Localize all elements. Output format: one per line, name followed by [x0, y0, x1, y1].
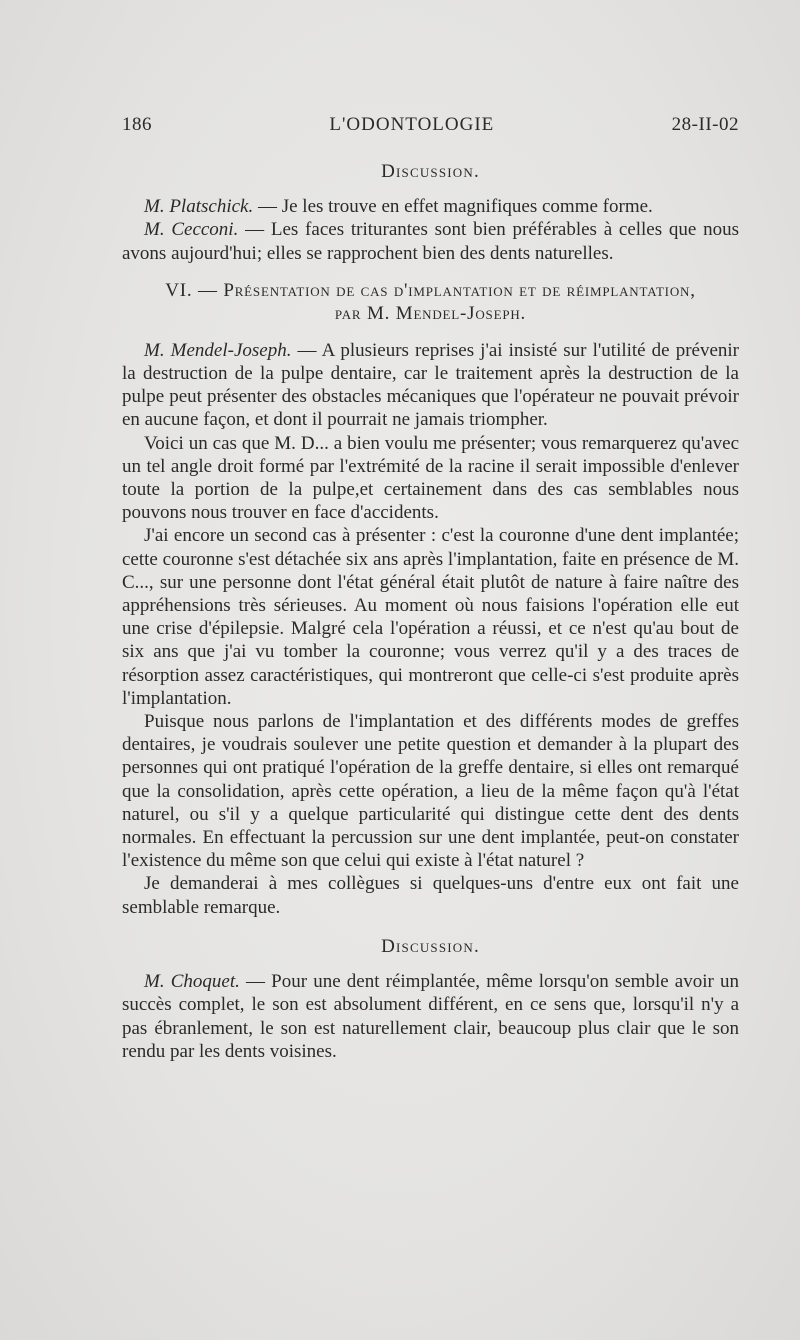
body-paragraph: J'ai encore un second cas à présenter : c'est la couronne d'une dent implantée; cette couronne s'est détachée six ans après l'implantation, faite en présence de M. C..., sur une personne dont l'état général était plutôt de nature à faire naître des appréhensions très sérieuses. Au moment où nous faisions l'opération elle eut une crise d'épilepsie. Malgré cela l'opération a réussi, et ce n'est qu'au bout de six ans que j'ai vu tomber la couronne; vous verrez qu'il y a des traces de résorption assez caractéristiques, qui montreront que celle-ci s'est produite après l'implantation.: [122, 525, 739, 709]
speaker-name: M. Mendel-Joseph.: [144, 339, 292, 361]
speaker-name: M. Cecconi.: [144, 219, 239, 241]
section-author-line: par M. Mendel-Joseph.: [334, 302, 527, 324]
page-content: [122, 160, 739, 1063]
paragraph-text: — Je les trouve en effet magnifiques comme forme.: [253, 196, 653, 218]
issue-date: 28-II-02: [671, 114, 739, 135]
body-paragraph: Je demanderai à mes collègues si quelques-uns d'entre eux ont fait une semblable remarque.: [122, 873, 739, 918]
running-header: [122, 114, 739, 136]
discussion-heading: Discussion.: [381, 161, 480, 182]
paragraph-text: — A plusieurs reprises j'ai insisté sur l'utilité de prévenir la destruction de la pulpe dentaire, car le traitement après la destruction de la pulpe peut présenter des obstacles mécaniques que l'opérateur ne pouvait prévoir en aucune façon, et dont il pourrait ne jamais triompher.: [122, 339, 739, 431]
speaker-name: M. Choquet.: [144, 971, 240, 993]
speaker-name: M. Platschick.: [144, 196, 254, 218]
section-title: [122, 279, 739, 325]
discussion-paragraph: [122, 970, 739, 1063]
discussion-paragraph: [122, 195, 739, 218]
page-number: 186: [122, 114, 152, 135]
paragraph-text: — Les faces triturantes sont bien préférables à celles que nous avons aujourd'hui; elles se rapprochent bien des dents naturelles.: [122, 219, 739, 264]
paragraph-text: — Pour une dent réimplantée, même lorsqu'on semble avoir un succès complet, le son est absolument différent, en ce sens que, lorsqu'il n'y a pas ébranlement, le son est naturellement clair, beaucoup plus clair que le son rendu par les dents voisines.: [122, 971, 739, 1062]
discussion-heading: Discussion.: [381, 935, 480, 957]
section-title-line: VI. — Présentation de cas d'implantation et de réimplantation,: [165, 279, 696, 301]
body-paragraph: Puisque nous parlons de l'implantation et des différents modes de greffes dentaires, je voudrais soulever une petite question et demander à la plupart des personnes qui ont pratiqué l'opération de la greffe dentaire, si elles ont remarqué que la consolidation, après cette opération, a lieu de la même façon qu'à l'état naturel, ou s'il y a quelque particularité qui distingue cette dent des dents normales. En effectuant la percussion sur une dent implantée, peut-on constater l'existence du même son que celui qui existe à l'état naturel ?: [122, 711, 739, 872]
discussion-paragraph: [122, 218, 739, 264]
journal-title: L'ODONTOLOGIE: [329, 114, 495, 135]
body-paragraph: [122, 339, 739, 432]
body-paragraph: Voici un cas que M. D... a bien voulu me présenter; vous remarquerez qu'avec un tel angle droit formé par l'extrémité de la racine il serait impossible d'enlever toute la portion de la pulpe,et certainement dans des cas semblables nous pouvons nous trouver en face d'accidents.: [122, 432, 739, 524]
